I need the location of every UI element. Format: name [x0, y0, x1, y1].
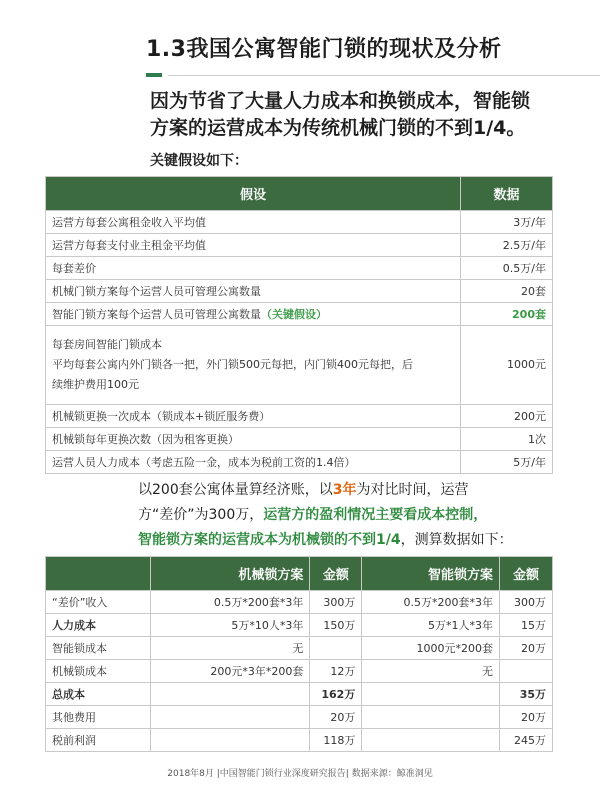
table-row	[46, 257, 553, 280]
key-assumption-note: （关键假设）	[261, 308, 327, 321]
table-row	[46, 591, 553, 614]
table-row	[46, 234, 553, 257]
assumption-value: 200套	[461, 303, 553, 326]
table-row	[46, 614, 553, 637]
table-row	[46, 729, 553, 752]
mech-formula: 200元*3年*200套	[150, 660, 310, 683]
mech-formula: 5万*10人*3年	[150, 614, 310, 637]
table-row	[46, 451, 553, 474]
assumptions-header-row	[46, 177, 553, 211]
analysis-text-part: 方“差价”为300万，	[138, 507, 264, 523]
table-row	[46, 303, 553, 326]
table-row	[46, 211, 553, 234]
table-row	[46, 428, 553, 451]
smart-amount: 20万	[500, 706, 553, 729]
assumption-value: 3万/年	[461, 211, 553, 234]
assumption-label: 机械锁每年更换次数（因为租客更换）	[46, 428, 461, 451]
col-amount1-header: 金额	[310, 557, 362, 591]
table-row	[46, 326, 553, 405]
summary-text	[150, 88, 580, 142]
table-row	[46, 637, 553, 660]
smart-formula	[362, 706, 500, 729]
analysis-text-part: 以200套公寓体量算经济账，以	[138, 482, 333, 498]
title-divider	[168, 75, 600, 76]
smart-formula	[362, 683, 500, 706]
assumption-value: 1000元	[461, 326, 553, 405]
mech-amount: 118万	[310, 729, 362, 752]
col-blank-header	[46, 557, 151, 591]
smart-formula: 1000元*200套	[362, 637, 500, 660]
row-label: 机械锁成本	[46, 660, 151, 683]
mech-formula: 0.5万*200套*3年	[150, 591, 310, 614]
row-label: 其他费用	[46, 706, 151, 729]
mech-amount	[310, 637, 362, 660]
col-smart-header: 智能锁方案	[362, 557, 500, 591]
title-accent-bar	[146, 73, 162, 77]
summary-line-1: 因为节省了大量人力成本和换锁成本，智能锁	[150, 90, 531, 112]
assumption-label-multiline	[46, 326, 461, 405]
assumption-label: 机械门锁方案每个运营人员可管理公寓数量	[46, 280, 461, 303]
assumption-label-key	[46, 303, 461, 326]
mech-formula	[150, 729, 310, 752]
mech-formula	[150, 706, 310, 729]
smart-amount	[500, 660, 553, 683]
col-data-header: 数据	[461, 177, 553, 211]
smart-amount: 35万	[500, 683, 553, 706]
analysis-text-part: 为对比时间，运营	[356, 482, 469, 498]
comparison-table	[45, 556, 553, 752]
mech-amount: 20万	[310, 706, 362, 729]
assumption-value: 5万/年	[461, 451, 553, 474]
assumption-value: 1次	[461, 428, 553, 451]
row-label: 税前利润	[46, 729, 151, 752]
mech-formula	[150, 683, 310, 706]
analysis-line-2	[138, 503, 578, 528]
assumption-value: 0.5万/年	[461, 257, 553, 280]
mech-amount: 162万	[310, 683, 362, 706]
table-row	[46, 706, 553, 729]
table-row	[46, 280, 553, 303]
smart-amount: 20万	[500, 637, 553, 660]
assumption-label-line: 续维护费用100元	[52, 378, 139, 391]
smart-formula: 0.5万*200套*3年	[362, 591, 500, 614]
analysis-text-part: ，测算数据如下：	[400, 532, 513, 548]
smart-formula	[362, 729, 500, 752]
col-assumption-header: 假设	[46, 177, 461, 211]
row-label: 总成本	[46, 683, 151, 706]
table-row	[46, 405, 553, 428]
row-label: 人力成本	[46, 614, 151, 637]
assumptions-table	[45, 176, 553, 474]
assumption-label: 智能门锁方案每个运营人员可管理公寓数量	[52, 308, 261, 321]
page-footer: 2018年8月 |中国智能门锁行业深度研究报告| 数据来源：鲸准洞见	[167, 769, 433, 779]
mech-amount: 150万	[310, 614, 362, 637]
table-row	[46, 683, 553, 706]
assumption-label: 运营人员人力成本（考虑五险一金，成本为税前工资的1.4倍）	[46, 451, 461, 474]
smart-amount: 245万	[500, 729, 553, 752]
col-amount2-header: 金额	[500, 557, 553, 591]
analysis-line-3	[138, 528, 578, 553]
analysis-highlight: 3年	[332, 482, 357, 498]
smart-amount: 300万	[500, 591, 553, 614]
assumption-label: 运营方每套支付业主租金平均值	[46, 234, 461, 257]
page-title: 1.3我国公寓智能门锁的现状及分析	[146, 37, 502, 62]
assumption-value: 200元	[461, 405, 553, 428]
assumption-label: 运营方每套公寓租金收入平均值	[46, 211, 461, 234]
mech-formula: 无	[150, 637, 310, 660]
assumption-value: 20套	[461, 280, 553, 303]
assumption-value: 2.5万/年	[461, 234, 553, 257]
col-mech-header: 机械锁方案	[150, 557, 310, 591]
analysis-highlight: 运营方的盈利情况主要看成本控制，	[263, 507, 488, 523]
assumptions-subhead: 关键假设如下：	[150, 153, 248, 169]
assumption-label: 机械锁更换一次成本（锁成本+锁匠服务费）	[46, 405, 461, 428]
comparison-header-row	[46, 557, 553, 591]
summary-line-2: 方案的运营成本为传统机械门锁的不到1/4。	[150, 117, 526, 139]
assumption-label-line: 平均每套公寓内外门锁各一把，外门锁500元每把，内门锁400元每把，后	[52, 358, 413, 371]
table-row	[46, 660, 553, 683]
smart-formula: 5万*1人*3年	[362, 614, 500, 637]
row-label: 智能锁成本	[46, 637, 151, 660]
mech-amount: 12万	[310, 660, 362, 683]
assumption-label: 每套差价	[46, 257, 461, 280]
smart-amount: 15万	[500, 614, 553, 637]
analysis-highlight: 智能锁方案的运营成本为机械锁的不到1/4	[138, 532, 401, 548]
analysis-text	[138, 478, 578, 553]
mech-amount: 300万	[310, 591, 362, 614]
smart-formula: 无	[362, 660, 500, 683]
row-label: “差价”收入	[46, 591, 151, 614]
assumption-label-line: 每套房间智能门锁成本	[52, 338, 162, 351]
analysis-line-1	[138, 478, 578, 503]
